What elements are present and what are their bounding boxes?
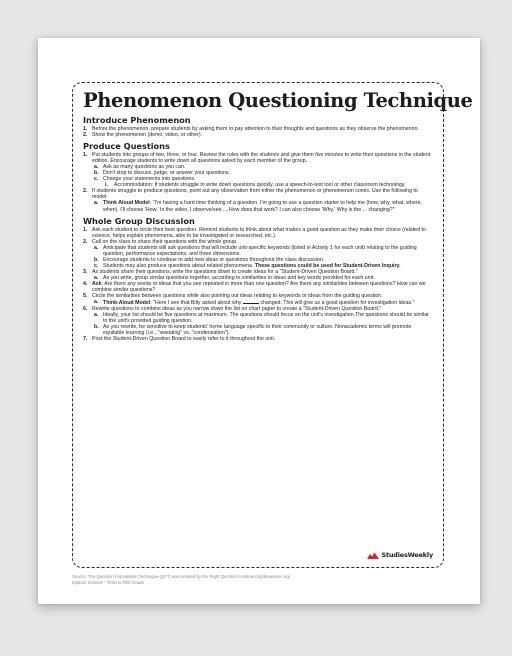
- list-subitem: a. Ask as many questions as you can.: [94, 164, 186, 171]
- list-subsubitem: i. Accommodation: If students struggle to write down questions quickly, use a speech-to-text tool or other classroom technology.: [105, 182, 406, 189]
- list-item: 1. Before the phenomenon, prepare students by asking them to pay attention to their thoughts and questions as they observe the phenomenon.: [83, 126, 419, 132]
- list-subitem: b. Don't stop to discuss, judge, or answer your questions.: [94, 170, 231, 177]
- dashed-frame: [72, 82, 473, 568]
- list-item: 5. Circle the similarities between questions while also pointing out ideas relating to keywords or ideas from the guiding question.: [83, 293, 383, 300]
- list-subitem: a. Ideally, your list should be five questions at maximum. The questions should focus on the unit's investigation.The questions should be similar to the unit's provided guiding question.: [94, 312, 429, 325]
- introduce-list: [83, 126, 433, 138]
- list-subitem: b. As you rewrite, be sensitive to keep students' home language specific to their community or culture. Nonacademic terms will promote equitable learning (i.e., "sweating" vs. "condensation").: [94, 324, 412, 337]
- page-title: Phenomenon Questioning Technique: [83, 89, 473, 112]
- list-item: 2. If students struggle to produce questions, point out any observation from either the phenomenon or phenomenon comic. Use the following to model:: [83, 188, 418, 201]
- list-item: 3. As students share their questions, write the questions down to create ideas for a "Student-Driven Question Board.": [83, 268, 358, 275]
- list-item: 2. Show the phenomenon (demo, video, or other).: [83, 132, 203, 139]
- list-item: 6. Rewrite questions to combine ideas as you narrow down the list on chart paper to create a "Student-Driven Question Board.": [83, 306, 382, 313]
- logo-text: StudiesWeekly: [381, 551, 433, 559]
- list-subitem: a. Think-Aloud Model: "Here I see that Billy asked about why changed. This will give us a good question for investigation ideas.": [94, 299, 415, 307]
- list-subitem: b. Encourage students to continue to add new ideas or questions throughout the class discussion.: [94, 256, 325, 263]
- list-item: 1. Put students into groups of two, three, or four. Review the rules with the students and give them five minutes to write their questions in the student edition. Encourage students to write down all questions asked by each member of the group.: [83, 152, 431, 165]
- footer-source: Source: The Question Formulation Technique (QFT) was created by the Right Question Institute (rightquestion.org): [72, 574, 291, 579]
- section-heading-introduce: Introduce Phenomenon: [83, 115, 191, 125]
- list-item: 1. Ask each student to circle their best question. Remind students to think about what makes a good question as they make their choice (related to science, helps explain phenomena, able to be investigated or researched, etc.).: [83, 226, 426, 239]
- fill-in-blank: [243, 299, 259, 304]
- list-subitem: a. Anticipate that students will ask questions that will include unit-specific keywords (listed in Activity 1 for each unit) relating to the guiding question, performance expectations, and three dimensions.: [94, 244, 417, 257]
- list-subitem: c. Change your statements into questions.: [94, 176, 196, 183]
- footer-series: Explore Science - Third to Fifth Grade: [72, 579, 145, 585]
- list-item: 7. Post the Student-Driven Question Board to easily refer to it throughout the unit.: [83, 336, 276, 343]
- worksheet-page: [38, 38, 480, 604]
- section-heading-whole-group: Whole Group Discussion: [83, 215, 195, 226]
- produce-list: [83, 152, 433, 212]
- list-item: 2. Call on the class to share their questions with the whole group.: [83, 238, 238, 245]
- list-subitem: c. Students may also produce questions about related phenomena. These questions could be used for Student-Driven Inquiry.: [94, 262, 401, 269]
- list-subitem: a. As you write, group similar questions together, according to similarities in ideas and key words provided for each unit.: [94, 274, 375, 281]
- footer: [72, 574, 290, 585]
- logo-mark-icon: [367, 552, 379, 559]
- list-subitem: a. Think Aloud Model: "I'm having a hard time thinking of a question. I'm going to use a question starter to help me (how, why, what, where, when). I'll choose 'How.' In the video, I observe/see ... How does that work? I can also choose 'Why.' Why is the ... changing?": [94, 200, 423, 213]
- studies-weekly-logo: [367, 551, 433, 559]
- section-heading-produce: Produce Questions: [83, 141, 170, 152]
- list-item: 4. Ask: Are there any words or ideas that you see repeated in more than one question? Are there any similarities between questions? How can we combine similar questions?: [83, 280, 426, 294]
- whole-group-list: [83, 227, 433, 343]
